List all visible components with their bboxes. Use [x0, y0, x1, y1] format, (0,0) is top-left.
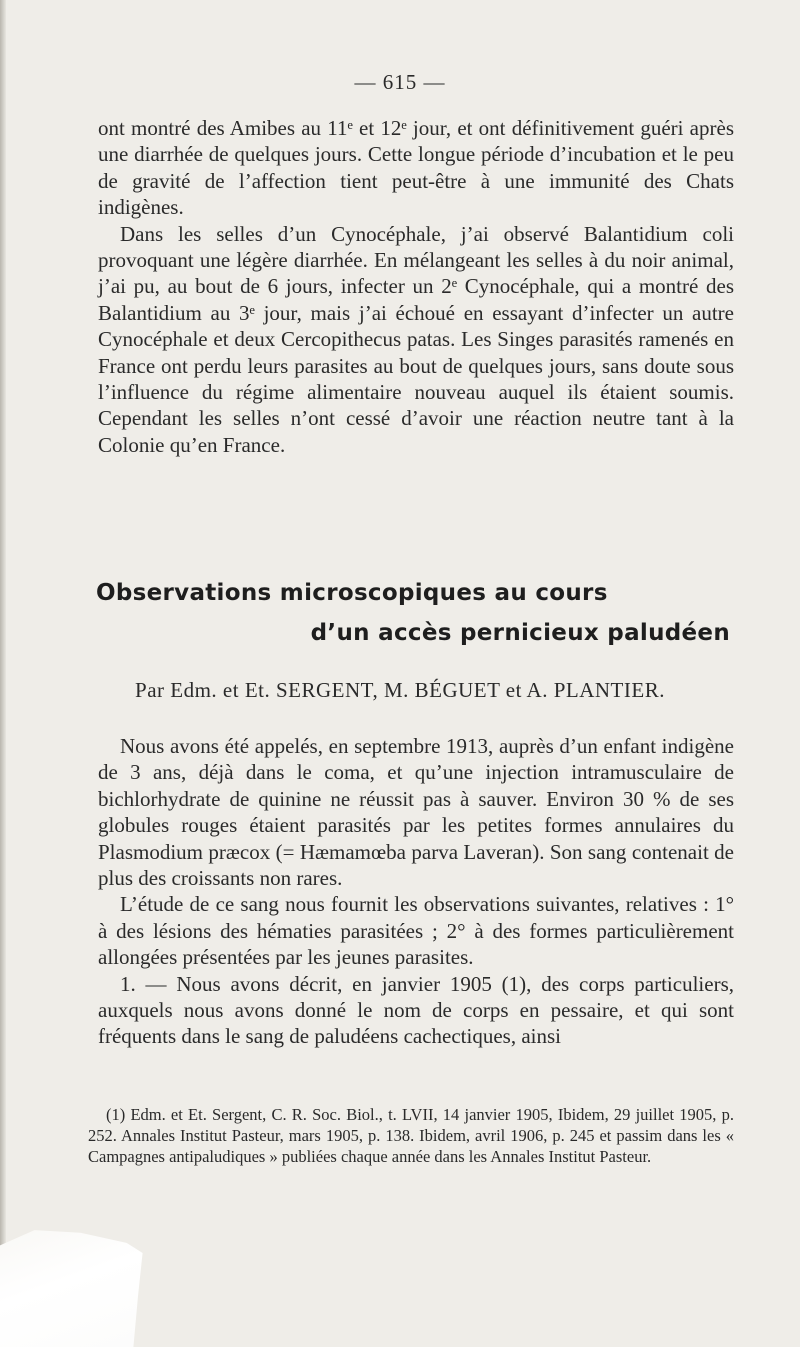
article-title-line-1: Observations microscopiques au cours [96, 580, 608, 606]
paragraph: Nous avons été appelés, en septembre 1913, auprès d’un enfant indigène de 3 ans, déjà dans le coma, et qu’une injection intramusculaire de bichlorhydrate de quinine ne réussit pas à sauver. Environ 30 % de ses globules rouges étaient parasités par les petites formes annulaires du Plasmodium præcox (= Hæmamœba parva Laveran). Son sang contenait de plus des croissants non rares. [98, 734, 734, 891]
page-edge-shadow [0, 0, 6, 1347]
text-block-article [98, 733, 734, 1050]
paragraph: 1. — Nous avons décrit, en janvier 1905 (1), des corps particuliers, auxquels nous avons donné le nom de corps en pessaire, et qui sont fréquents dans le sang de paludéens cachectiques, ainsi [98, 971, 734, 1049]
torn-paper-corner [0, 1220, 230, 1347]
footnotes [88, 1104, 734, 1167]
paragraph: L’étude de ce sang nous fournit les observations suivantes, relatives : 1° à des lésions des hématies parasitées ; 2° à des formes particulièrement allongées présentées par les jeunes parasites. [98, 892, 734, 970]
text-block-top [98, 115, 734, 458]
footnote: (1) Edm. et Et. Sergent, C. R. Soc. Biol., t. LVII, 14 janvier 1905, Ibidem, 29 juillet 1905, p. 252. Annales Institut Pasteur, mars 1905, p. 138. Ibidem, avril 1906, p. 245 et passim dans les « Campagnes antipaludiques » publiées chaque année dans les Annales Institut Pasteur. [88, 1105, 734, 1166]
authors-line: Par Edm. et Et. SERGENT, M. BÉGUET et A. PLANTIER. [135, 678, 665, 702]
paragraph: Dans les selles d’un Cynocéphale, j’ai observé Balantidium coli provoquant une légère diarrhée. En mélangeant les selles à du noir animal, j’ai pu, au bout de 6 jours, infecter un 2ᵉ Cynocéphale, qui a montré des Balantidium au 3ᵉ jour, mais j’ai échoué en essayant d’infecter un autre Cynocéphale et deux Cercopithecus patas. Les Singes parasités ramenés en France ont perdu leurs parasites au bout de quelques jours, sans doute sous l’influence du régime alimentaire nouveau auquel ils étaient soumis. Cependant les selles n’ont cessé d’avoir une réaction neutre tant à la Colonie qu’en France. [98, 221, 734, 457]
paragraph: ont montré des Amibes au 11ᵉ et 12ᵉ jour, et ont définitivement guéri après une diarrhée de quelques jours. Cette longue période d’incubation et le peu de gravité de l’affection tient peut-être à une immunité des Chats indigènes. [98, 116, 734, 220]
page-number: — 615 — [354, 70, 446, 94]
article-title-line-2: d’un accès pernicieux paludéen [310, 620, 730, 646]
